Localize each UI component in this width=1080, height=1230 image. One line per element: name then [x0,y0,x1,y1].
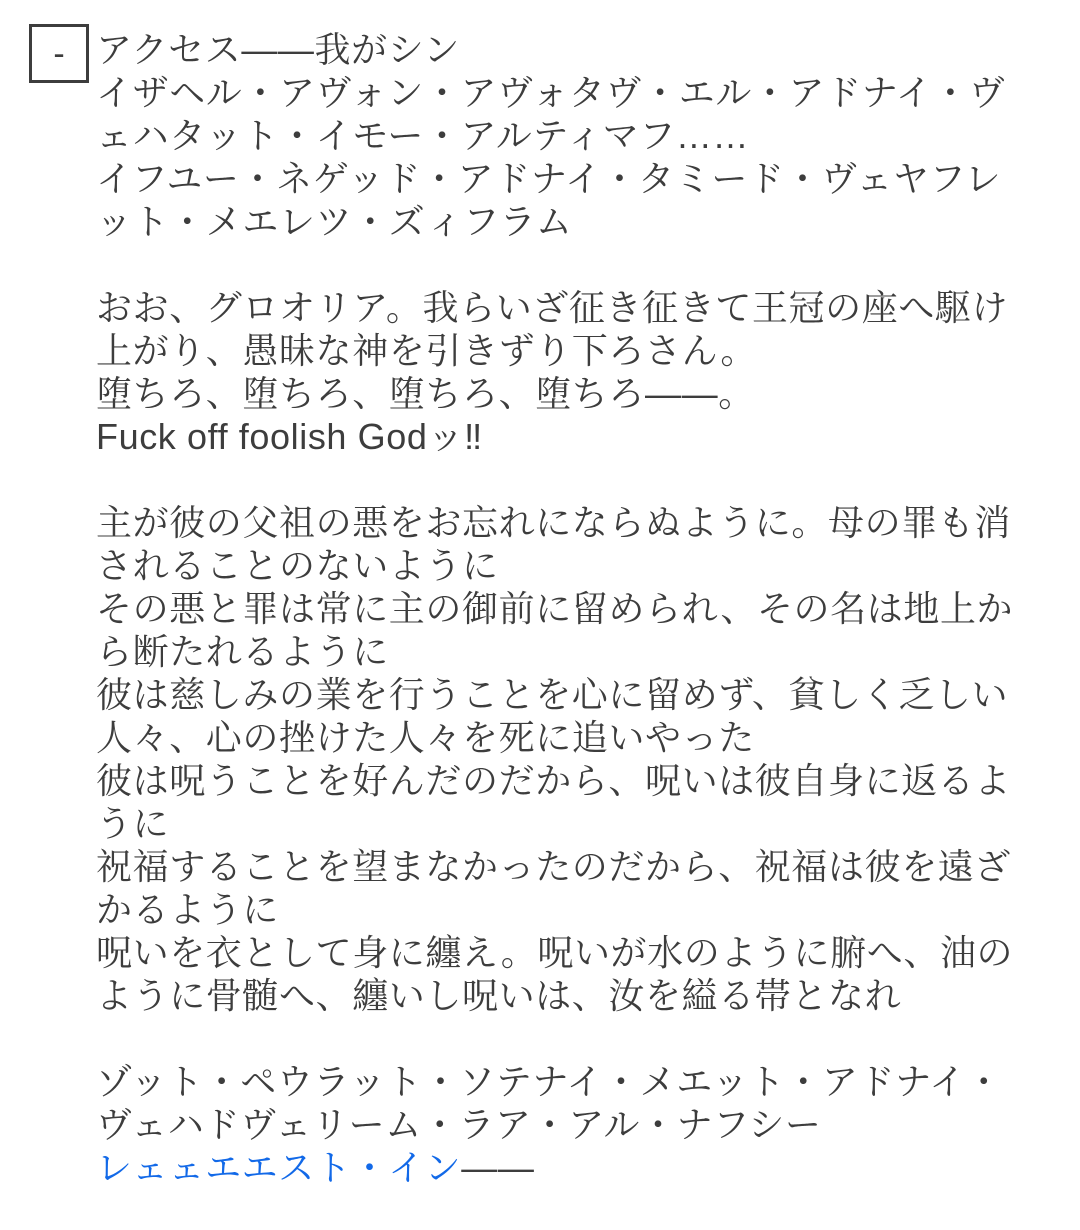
text-line: 堕ちろ、堕ちろ、堕ちろ、堕ちろ――。 [96,373,755,414]
blank-line [96,458,1036,501]
rest-in-link[interactable]: レェェエエスト・イン [96,1147,462,1188]
text-line: 上がり、愚昧な神を引きずり下ろさん。 [96,330,757,371]
blank-line [96,1017,1036,1060]
text-line: おお、グロオリア。我らいざ征き征きて王冠の座へ駆け [96,287,1009,328]
text-line: ット・メエレツ・ズィフラム [96,201,573,242]
text-line: うに [96,803,170,844]
text-line: アクセス――我がシン [96,29,461,70]
text-line: 彼は呪うことを好んだのだから、呪いは彼自身に返るよ [96,760,1012,801]
text-line: 主が彼の父祖の悪をお忘れにならぬように。母の罪も消 [96,502,1011,543]
text-line: ヴェハドヴェリーム・ラア・アル・ナフシー [96,1104,822,1145]
text-line: 彼は慈しみの業を行うことを心に留めず、貧しく乏しい [96,674,1009,715]
text-line: Fuck off foolish Godッ‼ [96,416,483,457]
text-line: 人々、心の挫けた人々を死に追いやった [96,717,755,758]
collapse-section-button[interactable]: - [29,24,89,83]
text-line: ように骨髄へ、纏いし呪いは、汝を縊る帯となれ [96,975,902,1016]
text-line: かるように [96,889,280,930]
chant-text-block [96,28,1036,1189]
text-line: その悪と罪は常に主の御前に留められ、その名は地上か [96,588,1014,629]
text-line: 祝福することを望まなかったのだから、祝福は彼を遠ざ [96,846,1011,887]
text-line: されることのないように [96,545,499,586]
text-line-final [96,1146,1036,1189]
text-line: イフユー・ネゲッド・アドナイ・タミード・ヴェヤフレ [96,158,1002,199]
dash-suffix: ―― [461,1147,535,1188]
text-line: イザヘル・アヴォン・アヴォタヴ・エル・アドナイ・ヴ [96,72,1006,113]
text-line: ら断たれるように [96,631,389,672]
text-line: 呪いを衣として身に纏え。呪いが水のように腑へ、油の [96,932,1014,973]
blank-line [96,243,1036,286]
text-line: ェハタット・イモー・アルティマフ…… [96,115,750,156]
text-line: ゾット・ペウラット・ソテナイ・メエット・アドナイ・ [96,1061,1003,1102]
